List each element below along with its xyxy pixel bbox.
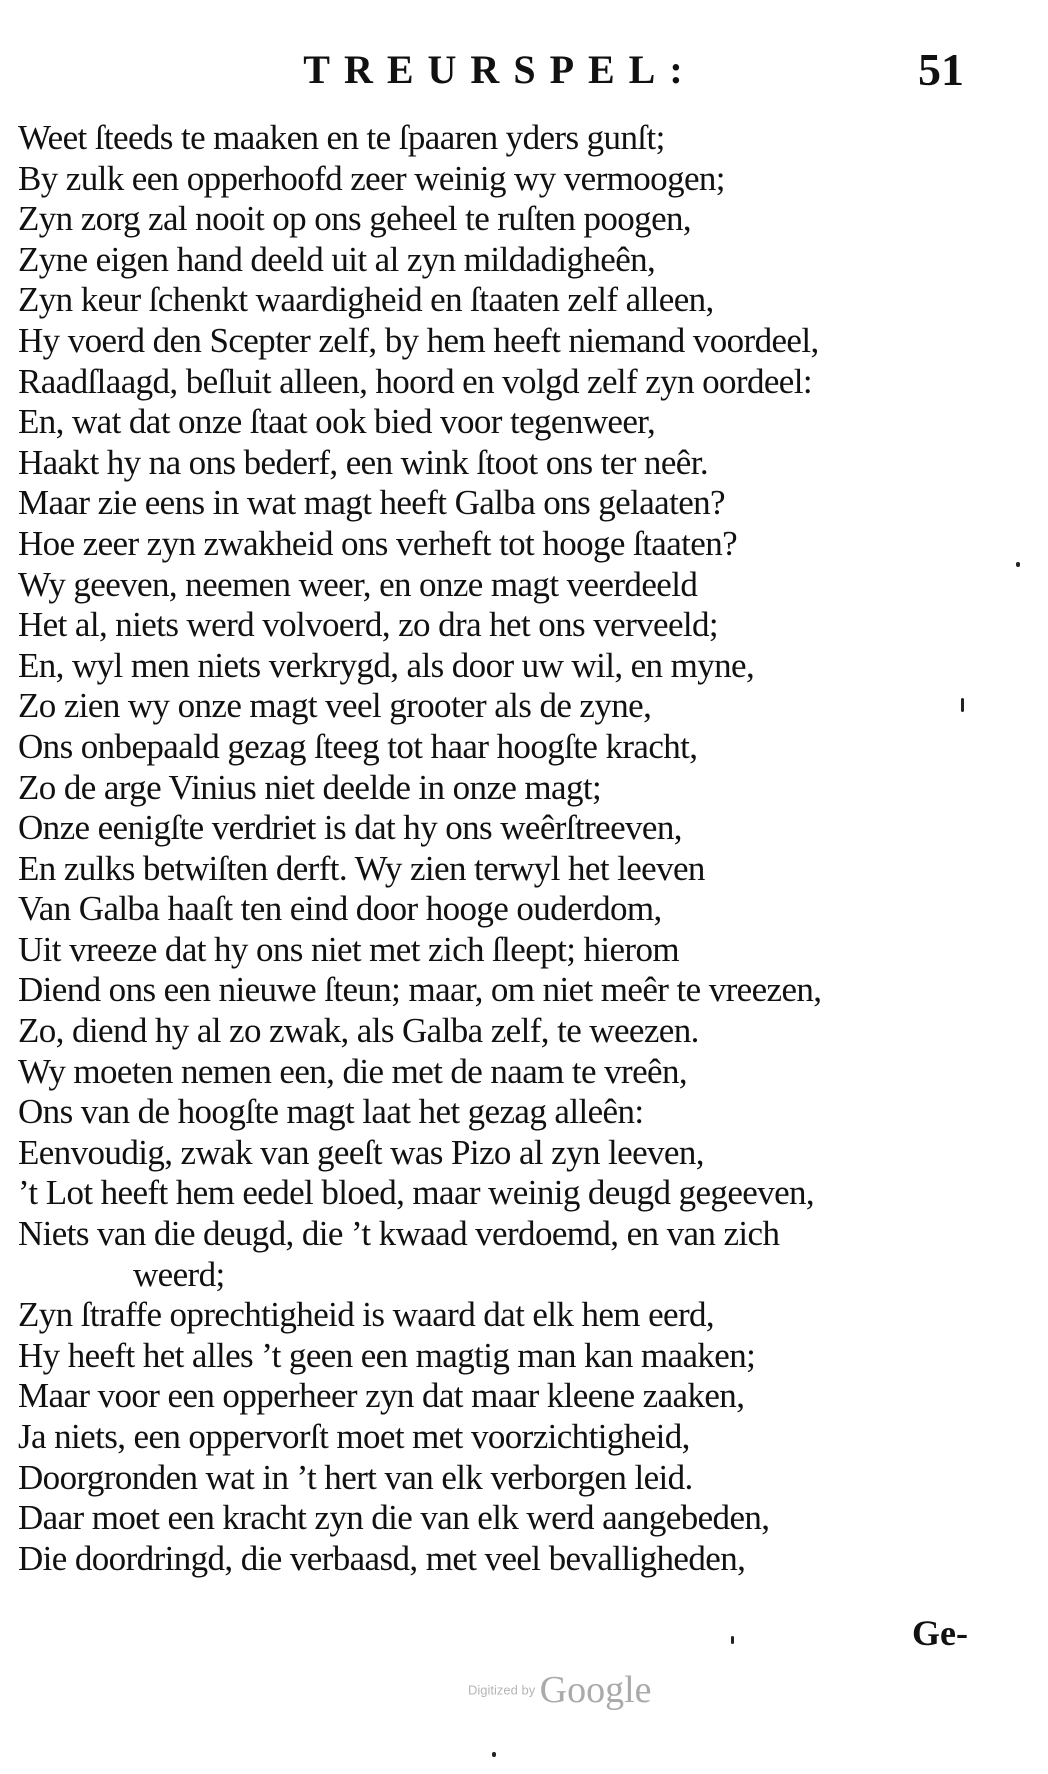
verse-line: Zyne eigen hand deeld uit al zyn mildadigheên, <box>18 239 656 279</box>
verse-line-turnover: weerd; <box>133 1254 225 1294</box>
verse-line: Diend ons een nieuwe ſteun; maar, om niet meêr te vreezen, <box>18 970 822 1010</box>
verse-line: Uit vreeze dat hy ons niet met zich ſleept; hierom <box>18 929 680 969</box>
verse-line: Maar voor een opperheer zyn dat maar kleene zaaken, <box>18 1376 745 1416</box>
verse-line: Haakt hy na ons bederf, een wink ſtoot ons ter neêr. <box>18 442 708 482</box>
running-head: TREURSPEL: <box>303 47 697 92</box>
catchword: Ge- <box>912 1613 968 1653</box>
verse-line: Wy geeven, neemen weer, en onze magt veerdeeld <box>18 564 698 604</box>
verse-line: Die doordringd, die verbaasd, met veel bevalligheden, <box>18 1538 746 1578</box>
verse-line: Het al, niets werd volvoerd, zo dra het ons verveeld; <box>18 605 719 645</box>
verse-line: Zyn zorg zal nooit op ons geheel te ruſten poogen, <box>18 199 692 239</box>
verse-line: Van Galba haaſt ten eind door hooge ouderdom, <box>18 889 662 929</box>
verse-line: Zo, diend hy al zo zwak, als Galba zelf, te weezen. <box>18 1011 699 1051</box>
verse-line: Daar moet een kracht zyn die van elk werd aangebeden, <box>18 1498 770 1538</box>
verse-line: Zo de arge Vinius niet deelde in onze magt; <box>18 767 602 807</box>
ink-speck <box>731 1636 734 1644</box>
verse-line: ’t Lot heeft hem eedel bloed, maar weinig deugd gegeeven, <box>18 1173 815 1213</box>
verse-line: Weet ſteeds te maaken en te ſpaaren yders gunſt; <box>18 118 665 157</box>
verse-line: Eenvoudig, zwak van geeſt was Pizo al zyn leeven, <box>18 1132 704 1172</box>
verse-line: Raadſlaagd, beſluit alleen, hoord en volgd zelf zyn oordeel: <box>18 361 812 401</box>
verse-line: En, wat dat onze ſtaat ook bied voor tegenweer, <box>18 402 656 442</box>
ink-speck <box>1016 562 1020 567</box>
verse-line: Zo zien wy onze magt veel grooter als de zyne, <box>18 686 652 726</box>
verse-line: Niets van die deugd, die ’t kwaad verdoemd, en van zich <box>18 1214 780 1254</box>
verse-line: Ons onbepaald gezag ſteeg tot haar hoogſte kracht, <box>18 726 698 766</box>
ink-speck <box>492 1752 496 1757</box>
verse-block <box>18 118 1028 1579</box>
verse-line: Wy moeten nemen een, die met de naam te vreên, <box>18 1051 688 1091</box>
verse-line: Onze eenigſte verdriet is dat hy ons weêrſtreeven, <box>18 808 682 848</box>
verse-line: Ons van de hoogſte magt laat het gezag alleên: <box>18 1092 644 1132</box>
verse-line: En, wyl men niets verkrygd, als door uw wil, en myne, <box>18 645 755 685</box>
digitized-by-watermark <box>468 1668 652 1712</box>
page-number: 51 <box>918 44 964 95</box>
verse-line: Hoe zeer zyn zwakheid ons verheft tot hooge ſtaaten? <box>18 523 738 563</box>
verse-line: Zyn ſtraffe oprechtigheid is waard dat elk hem eerd, <box>18 1295 715 1335</box>
google-logo-text: Google <box>539 1669 652 1711</box>
verse-line: Zyn keur ſchenkt waardigheid en ſtaaten zelf alleen, <box>18 280 714 320</box>
verse-line: Hy voerd den Scepter zelf, by hem heeft niemand voordeel, <box>18 320 819 360</box>
verse-line: Ja niets, een oppervorſt moet met voorzichtigheid, <box>18 1417 690 1456</box>
verse-line: By zulk een opperhoofd zeer weinig wy vermoogen; <box>18 158 725 198</box>
verse-line: Hy heeft het alles ’t geen een magtig man kan maaken; <box>18 1335 756 1375</box>
verse-line: Maar zie eens in wat magt heeft Galba ons gelaaten? <box>18 483 725 523</box>
digitized-prefix: Digitized by <box>468 1682 536 1698</box>
verse-line: Doorgronden wat in ’t hert van elk verborgen leid. <box>18 1457 693 1497</box>
ink-speck <box>961 698 964 712</box>
verse-line: En zulks betwiſten derft. Wy zien terwyl het leeven <box>18 848 705 888</box>
